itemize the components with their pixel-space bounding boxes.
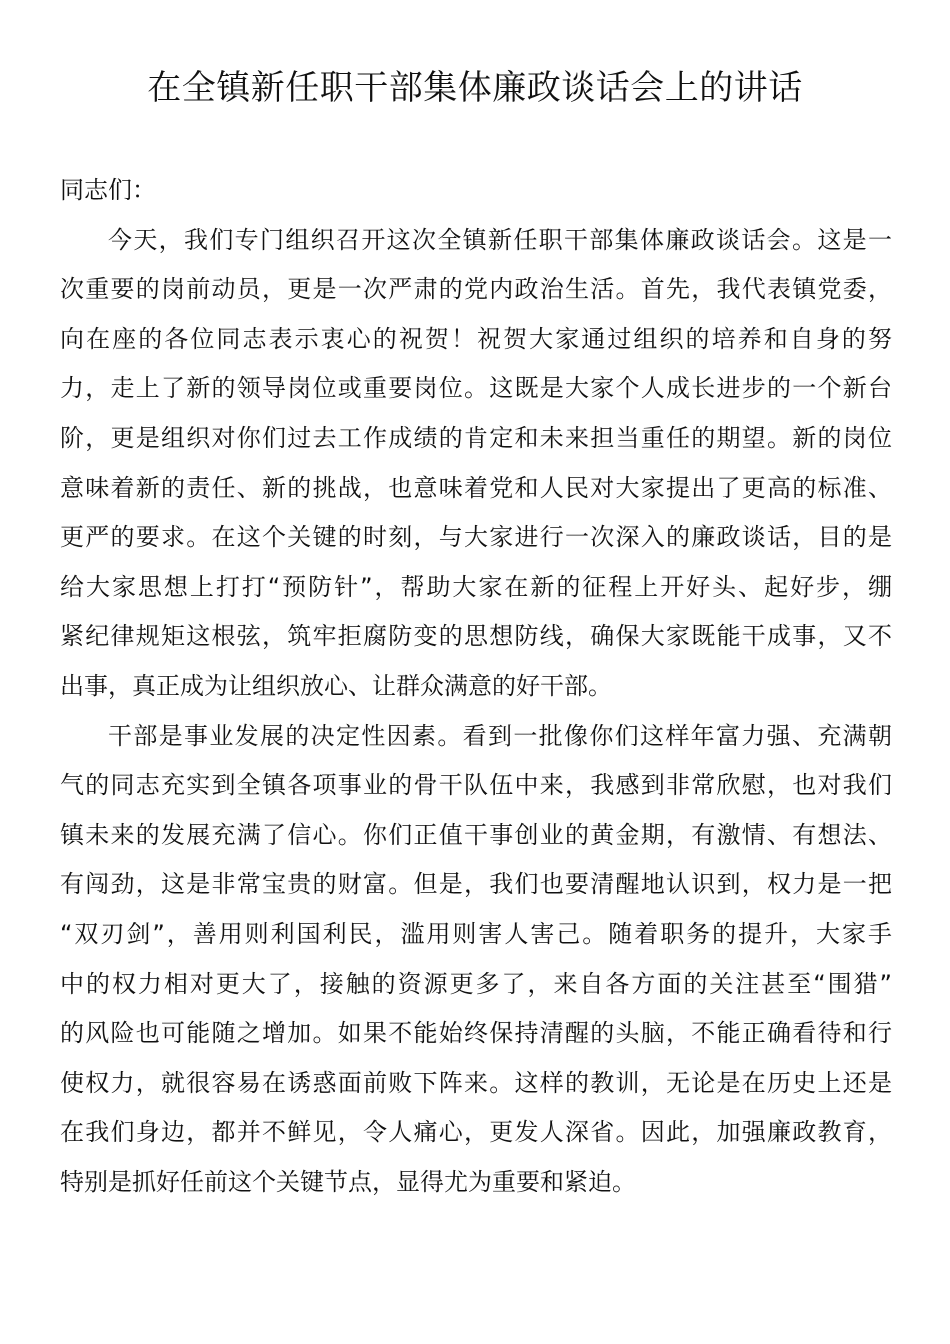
text-line: 意味着新的责任、新的挑战，也意味着党和人民对大家提出了更高的标准、 [60,473,892,502]
text-line: 气的同志充实到全镇各项事业的骨干队伍中来，我感到非常欣慰，也对我们 [60,771,892,800]
text-line: 次重要的岗前动员，更是一次严肃的党内政治生活。首先，我代表镇党委， [60,275,892,304]
text-line: “双刃剑”，善用则利国利民，滥用则害人害己。随着职务的提升，大家手 [60,919,892,948]
document-title: 在全镇新任职干部集体廉政谈话会上的讲话 [147,68,803,108]
text-line: 力，走上了新的领导岗位或重要岗位。这既是大家个人成长进步的一个新台 [60,374,892,403]
text-line: 给大家思想上打打“预防针”，帮助大家在新的征程上开好头、起好步，绷 [60,572,892,601]
text-line: 使权力，就很容易在诱惑面前败下阵来。这样的教训，无论是在历史上还是 [60,1068,892,1097]
text-line: 出事，真正成为让组织放心、让群众满意的好干部。 [60,671,612,700]
paragraph-1 [60,216,892,712]
text-line: 向在座的各位同志表示衷心的祝贺！祝贺大家通过组织的培养和自身的努 [60,324,892,353]
text-line: 中的权力相对更大了，接触的资源更多了，来自各方面的关注甚至“围猎” [60,969,892,998]
document-body [60,166,892,1207]
text-line: 今天，我们专门组织召开这次全镇新任职干部集体廉政谈话会。这是一 [108,225,892,254]
text-line: 的风险也可能随之增加。如果不能始终保持清醒的头脑，不能正确看待和行 [60,1019,892,1048]
text-line: 有闯劲，这是非常宝贵的财富。但是，我们也要清醒地认识到，权力是一把 [60,870,892,899]
salutation: 同志们： [60,176,156,204]
text-line: 阶，更是组织对你们过去工作成绩的肯定和未来担当重任的期望。新的岗位 [60,423,892,452]
text-line: 特别是抓好任前这个关键节点，显得尤为重要和紧迫。 [60,1167,636,1196]
text-line: 更严的要求。在这个关键的时刻，与大家进行一次深入的廉政谈话，目的是 [60,523,892,552]
text-line: 干部是事业发展的决定性因素。看到一批像你们这样年富力强、充满朝 [108,721,892,750]
paragraph-2 [60,712,892,1208]
text-line: 镇未来的发展充满了信心。你们正值干事创业的黄金期，有激情、有想法、 [60,820,892,849]
text-line: 在我们身边，都并不鲜见，令人痛心，更发人深省。因此，加强廉政教育， [60,1118,892,1147]
text-line: 紧纪律规矩这根弦，筑牢拒腐防变的思想防线，确保大家既能干成事，又不 [60,622,892,651]
